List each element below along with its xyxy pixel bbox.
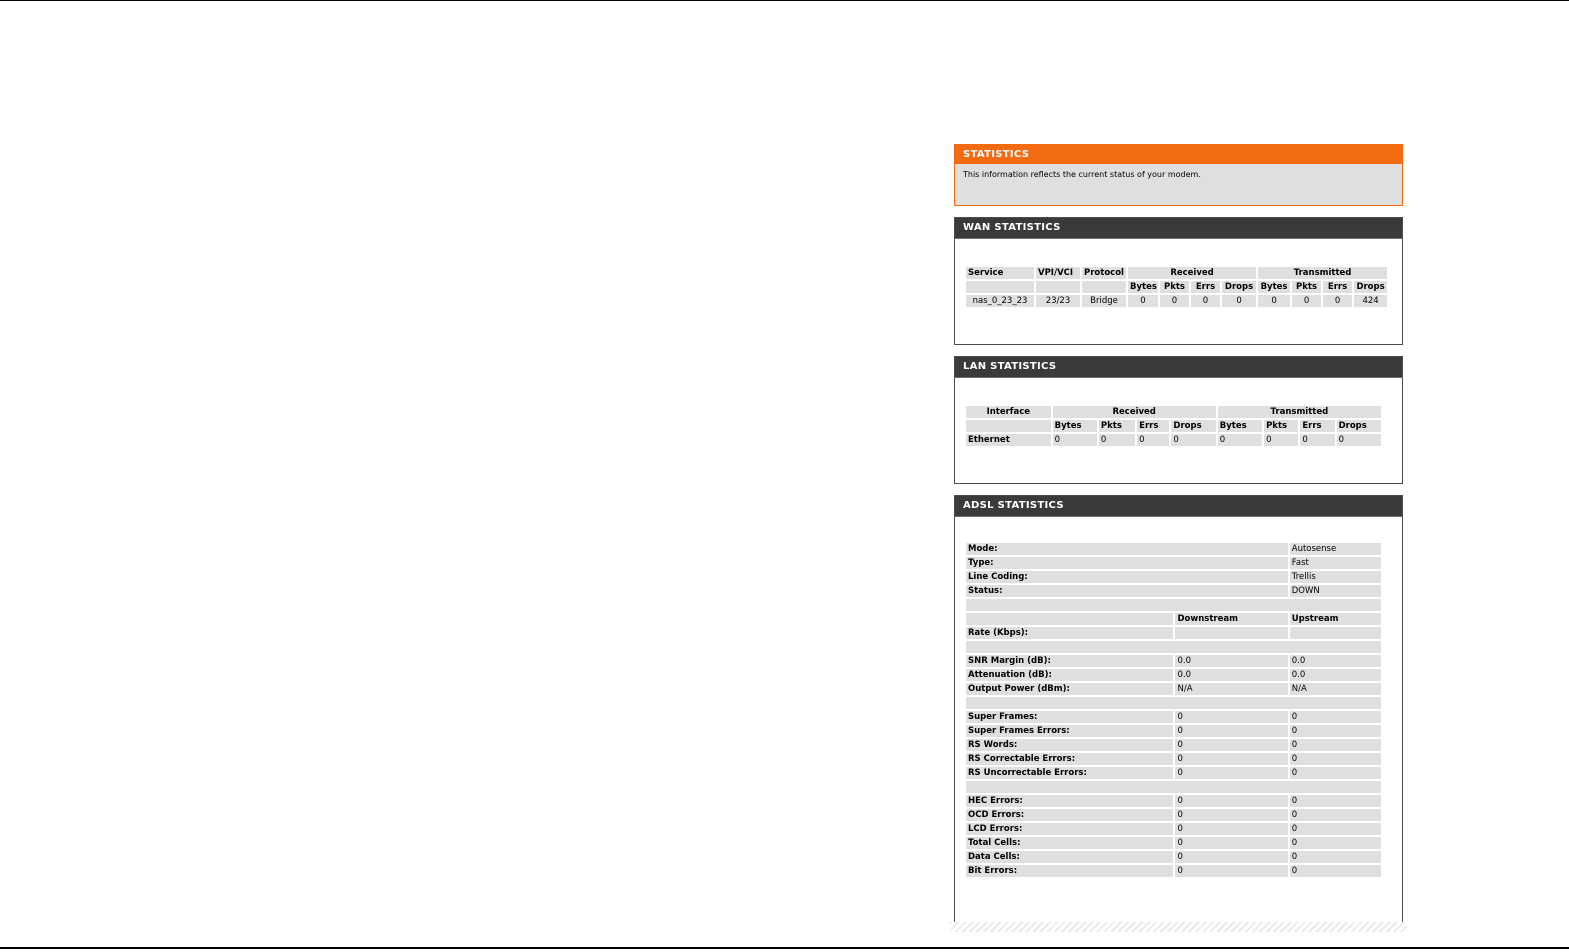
wan-statistics-title: WAN STATISTICS (955, 218, 1402, 239)
adsl-up-value: 0 (1290, 809, 1381, 821)
wan-header-vpi-vci: VPI/VCI (1036, 267, 1080, 279)
lan-cell-interface: Ethernet (966, 434, 1051, 446)
lan-cell-rx-pkts: 0 (1099, 434, 1135, 446)
adsl-up-value: 0 (1290, 851, 1381, 863)
wan-header-row (966, 267, 1387, 279)
table-row (966, 655, 1381, 667)
adsl-up-value: 0 (1290, 767, 1381, 779)
lan-subheader-tx-errs: Errs (1300, 420, 1334, 432)
adsl-label: Total Cells: (966, 837, 1173, 849)
adsl-up-value: 0 (1290, 837, 1381, 849)
adsl-down-value: 0 (1175, 851, 1287, 863)
table-row (966, 837, 1381, 849)
wan-subheader-rx-bytes: Bytes (1130, 282, 1157, 292)
statistics-description: This information reflects the current status of your modem. (963, 170, 1201, 179)
lan-subheader-tx-pkts: Pkts (1264, 420, 1298, 432)
adsl-label: Data Cells: (966, 851, 1173, 863)
table-row (966, 571, 1381, 583)
table-row (966, 851, 1381, 863)
adsl-label: Super Frames: (966, 711, 1173, 723)
statistics-page (954, 144, 1403, 922)
adsl-down-value: 0 (1175, 739, 1287, 751)
spacer-row (966, 599, 1381, 611)
adsl-label: Bit Errors: (966, 865, 1173, 877)
wan-cell-tx-errs: 0 (1323, 295, 1352, 307)
adsl-up-value: N/A (1290, 683, 1381, 695)
adsl-label: OCD Errors: (966, 809, 1173, 821)
wan-cell-rx-drops: 0 (1222, 295, 1256, 307)
lan-cell-rx-bytes: 0 (1053, 434, 1097, 446)
lan-subheader-rx-bytes: Bytes (1053, 420, 1097, 432)
adsl-up-value: 0 (1290, 711, 1381, 723)
adsl-value: Fast (1290, 557, 1381, 569)
lan-subheader-tx-drops: Drops (1337, 420, 1381, 432)
wan-subheader-rx-drops: Drops (1222, 281, 1256, 293)
lan-header-row (966, 406, 1381, 418)
adsl-up-value: 0.0 (1290, 655, 1381, 667)
lan-header-received: Received (1053, 406, 1216, 418)
adsl-label: Status: (966, 585, 1288, 597)
adsl-down-value: N/A (1175, 683, 1287, 695)
table-row (966, 865, 1381, 877)
lan-cell-tx-errs: 0 (1300, 434, 1334, 446)
adsl-label: SNR Margin (dB): (966, 655, 1173, 667)
table-row (966, 795, 1381, 807)
table-row (966, 823, 1381, 835)
spacer-row (966, 697, 1381, 709)
top-rule (0, 0, 1569, 1)
table-row (966, 753, 1381, 765)
adsl-up-value: 0 (1290, 823, 1381, 835)
lan-subheader-rx-drops: Drops (1171, 420, 1215, 432)
adsl-down-value: 0 (1175, 795, 1287, 807)
lan-subheader-row (966, 420, 1381, 432)
table-row (966, 295, 1387, 307)
wan-subheader-rx-pkts: Pkts (1160, 281, 1189, 293)
adsl-up-value: 0 (1290, 753, 1381, 765)
wan-cell-rx-errs: 0 (1191, 295, 1220, 307)
lan-cell-rx-errs: 0 (1137, 434, 1169, 446)
wan-cell-service: nas_0_23_23 (966, 295, 1034, 307)
bottom-rule (0, 947, 1569, 949)
adsl-up-value: 0 (1290, 795, 1381, 807)
adsl-col-header-row (966, 613, 1381, 625)
table-row (966, 627, 1381, 639)
wan-cell-tx-bytes: 0 (1258, 295, 1290, 307)
spacer-row (966, 641, 1381, 653)
wan-header-protocol: Protocol (1082, 267, 1126, 279)
lan-statistics-panel (954, 356, 1403, 484)
lan-header-interface: Interface (966, 406, 1051, 418)
table-row (966, 669, 1381, 681)
adsl-value: DOWN (1290, 585, 1381, 597)
table-row (966, 543, 1381, 555)
wan-subheader-tx-pkts: Pkts (1292, 281, 1321, 293)
table-row (966, 434, 1381, 446)
adsl-down-value (1175, 627, 1287, 639)
wan-cell-rx-bytes: 0 (1128, 295, 1158, 307)
adsl-header-downstream: Downstream (1175, 613, 1287, 625)
adsl-label: Rate (Kbps): (966, 627, 1173, 639)
lan-cell-tx-pkts: 0 (1264, 434, 1298, 446)
adsl-down-value: 0.0 (1175, 655, 1287, 667)
wan-cell-vpi-vci: 23/23 (1036, 295, 1080, 307)
adsl-down-value: 0 (1175, 711, 1287, 723)
spacer-row (966, 781, 1381, 793)
adsl-value: Autosense (1290, 543, 1381, 555)
table-row (966, 557, 1381, 569)
adsl-down-value: 0 (1175, 809, 1287, 821)
adsl-label: Output Power (dBm): (966, 683, 1173, 695)
wan-cell-tx-drops: 424 (1354, 295, 1387, 307)
adsl-label: Line Coding: (966, 571, 1288, 583)
lan-statistics-title: LAN STATISTICS (955, 357, 1402, 378)
wan-header-service: Service (966, 267, 1034, 279)
adsl-down-value: 0 (1175, 823, 1287, 835)
wan-header-received: Received (1128, 267, 1256, 279)
wan-subheader-tx-errs: Errs (1323, 281, 1352, 293)
lan-subheader-rx-errs: Errs (1137, 420, 1169, 432)
wan-subheader-row (966, 281, 1387, 293)
adsl-down-value: 0 (1175, 837, 1287, 849)
wan-subheader-tx-drops: Drops (1354, 281, 1387, 293)
lan-statistics-table (964, 404, 1383, 448)
wan-cell-tx-pkts: 0 (1292, 295, 1321, 307)
adsl-down-value: 0 (1175, 725, 1287, 737)
lan-header-transmitted: Transmitted (1218, 406, 1381, 418)
wan-subheader-rx-errs: Errs (1191, 281, 1220, 293)
table-row (966, 683, 1381, 695)
wan-cell-protocol: Bridge (1082, 295, 1126, 307)
wan-statistics-panel (954, 217, 1403, 345)
adsl-header-upstream: Upstream (1290, 613, 1381, 625)
adsl-label: Mode: (966, 543, 1288, 555)
adsl-label: Super Frames Errors: (966, 725, 1173, 737)
adsl-statistics-title: ADSL STATISTICS (955, 496, 1402, 517)
wan-subheader-tx-bytes: Bytes (1258, 281, 1290, 293)
table-row (966, 725, 1381, 737)
adsl-label: RS Uncorrectable Errors: (966, 767, 1173, 779)
table-row (966, 711, 1381, 723)
lan-subheader-tx-bytes: Bytes (1218, 420, 1262, 432)
adsl-statistics-table (964, 541, 1383, 879)
torn-edge (950, 922, 1407, 932)
table-row (966, 809, 1381, 821)
statistics-title: STATISTICS (955, 145, 1402, 164)
wan-cell-rx-pkts: 0 (1160, 295, 1189, 307)
adsl-down-value: 0.0 (1175, 669, 1287, 681)
adsl-statistics-panel (954, 495, 1403, 922)
lan-subheader-rx-pkts: Pkts (1099, 420, 1135, 432)
adsl-up-value: 0 (1290, 739, 1381, 751)
statistics-panel (954, 144, 1403, 206)
adsl-value: Trellis (1290, 571, 1381, 583)
adsl-down-value: 0 (1175, 767, 1287, 779)
adsl-up-value: 0.0 (1290, 669, 1381, 681)
lan-cell-rx-drops: 0 (1171, 434, 1215, 446)
table-row (966, 767, 1381, 779)
adsl-label: RS Words: (966, 739, 1173, 751)
adsl-label: Type: (966, 557, 1288, 569)
adsl-label: LCD Errors: (966, 823, 1173, 835)
lan-cell-tx-drops: 0 (1337, 434, 1381, 446)
adsl-up-value (1290, 627, 1381, 639)
adsl-label: Attenuation (dB): (966, 669, 1173, 681)
wan-header-transmitted: Transmitted (1258, 267, 1387, 279)
adsl-up-value: 0 (1290, 865, 1381, 877)
adsl-down-value: 0 (1175, 753, 1287, 765)
adsl-label: RS Correctable Errors: (966, 753, 1173, 765)
adsl-down-value: 0 (1175, 865, 1287, 877)
table-row (966, 585, 1381, 597)
adsl-label: HEC Errors: (966, 795, 1173, 807)
adsl-up-value: 0 (1290, 725, 1381, 737)
table-row (966, 739, 1381, 751)
lan-cell-tx-bytes: 0 (1218, 434, 1262, 446)
wan-statistics-table (964, 265, 1389, 309)
